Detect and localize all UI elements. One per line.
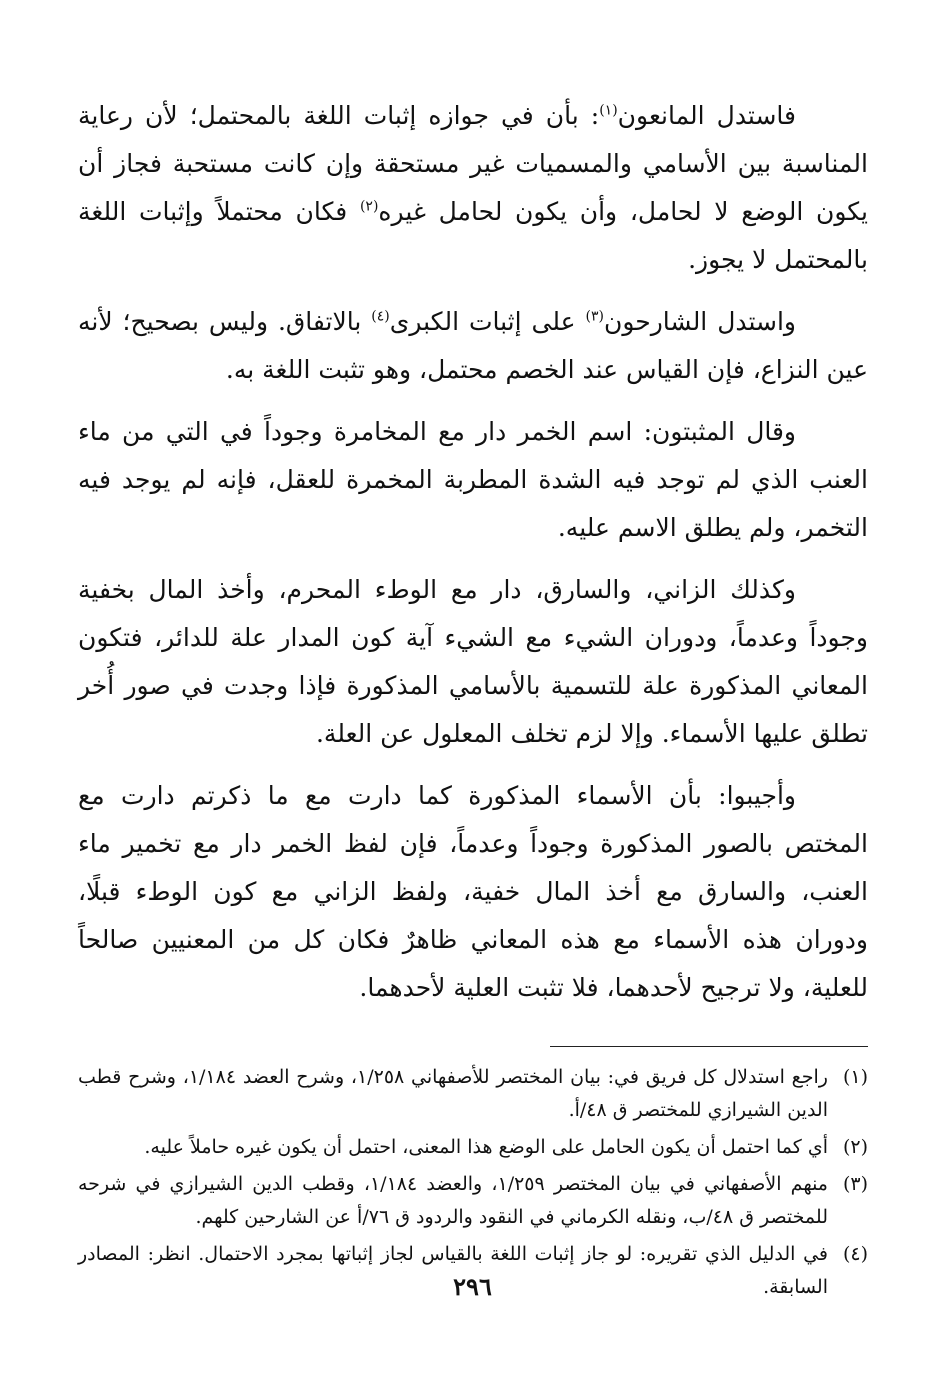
page-number: ٢٩٦ xyxy=(453,1272,492,1301)
paragraph-4 xyxy=(78,566,868,758)
paragraph-2 xyxy=(78,298,868,394)
footnote-number: (٣) xyxy=(842,1173,868,1195)
footnote-ref-4[interactable]: (٤) xyxy=(371,308,390,325)
text-segment: : بأن في جوازه إثبات اللغة بالمحتمل؛ لأن رعاية المناسبة بين الأسامي والمسميات غير مستحقة وإن كانت مستحبة فجاز أن يكون الوضع لا لحامل، وأن يكون لحامل غيره xyxy=(78,101,868,226)
text-segment: وقال المثبتون: اسم الخمر دار مع المخامرة وجوداً في التي من ماء العنب الذي لم توجد فيه الشدة المطربة المخمرة للعقل، فإنه لم يوجد فيه التخمر، ولم يطلق الاسم عليه. xyxy=(78,417,868,542)
footnote-ref-1[interactable]: (١) xyxy=(599,102,618,119)
paragraph-5 xyxy=(78,772,868,1012)
footnote-text: منهم الأصفهاني في بيان المختصر ١/٢٥٩، والعضد ١/١٨٤، وقطب الدين الشيرازي في شرحه للمختصر ق ٤٨/ب، ونقله الكرماني في النقود والردود ق ٧٦/أ عن الشارحين كلهم. xyxy=(78,1173,828,1228)
footnote-ref-3[interactable]: (٣) xyxy=(585,308,604,325)
footnote-number: (٤) xyxy=(842,1243,868,1265)
text-segment: وكذلك الزاني، والسارق، دار مع الوطء المحرم، وأخذ المال بخفية وجوداً وعدماً، ودوران الشيء مع الشيء آية كون المدار علة للدائر، فتكون المعاني المذكورة علة للتسمية بالأسامي المذكورة فإذا وجدت في صور أُخر تطلق عليها الأسماء. وإلا لزم تخلف المعلول عن العلة. xyxy=(78,575,868,748)
footnote-text: راجع استدلال كل فريق في: بيان المختصر للأصفهاني ١/٢٥٨، وشرح العضد ١/١٨٤، وشرح قطب الدين الشيرازي للمختصر ق ٤٨/أ. xyxy=(78,1066,828,1121)
footnote-number: (٢) xyxy=(842,1136,868,1158)
paragraph-1 xyxy=(78,92,868,284)
text-segment: وأجيبوا: بأن الأسماء المذكورة كما دارت مع ما ذكرتم دارت مع المختص بالصور المذكورة وجوداً وعدماً، فإن لفظ الخمر دار مع تخمير ماء العنب، والسارق مع أخذ المال خفية، ولفظ الزاني مع كون الوطء قبلًا، ودوران هذه الأسماء مع هذه المعاني ظاهرٌ فكان كل من المعنيين صالحاً للعلية، ولا ترجيح لأحدهما، فلا تثبت العلية لأحدهما. xyxy=(78,781,868,1002)
text-segment: فكان محتملاً وإثبات اللغة بالمحتمل لا يجوز. xyxy=(78,197,868,274)
footnote-ref-2[interactable]: (٢) xyxy=(359,198,379,215)
text-segment: بالاتفاق. وليس بصحيح؛ لأنه عين النزاع، فإن القياس عند الخصم محتمل، وهو تثبت اللغة به. xyxy=(78,307,868,384)
footnote-3 xyxy=(78,1168,868,1234)
footnote-number: (١) xyxy=(842,1066,868,1088)
text-segment: على إثبات الكبرى xyxy=(389,307,586,336)
footnote-1 xyxy=(78,1061,868,1127)
footnote-text: في الدليل الذي تقريره: لو جاز إثبات اللغة بالقياس لجاز إثباتها بمجرد الاحتمال. انظر: المصادر السابقة. xyxy=(78,1243,828,1298)
page-body xyxy=(78,92,868,1308)
footnotes xyxy=(78,1061,868,1304)
text-segment: فاستدل المانعون xyxy=(617,101,796,130)
footnote-2 xyxy=(78,1131,868,1164)
footnote-text: أي كما احتمل أن يكون الحامل على الوضع هذا المعنى، احتمل أن يكون غيره حاملاً عليه. xyxy=(144,1136,828,1158)
text-segment: واستدل الشارحون xyxy=(603,307,796,336)
paragraph-3 xyxy=(78,408,868,552)
footnote-separator xyxy=(550,1046,868,1047)
